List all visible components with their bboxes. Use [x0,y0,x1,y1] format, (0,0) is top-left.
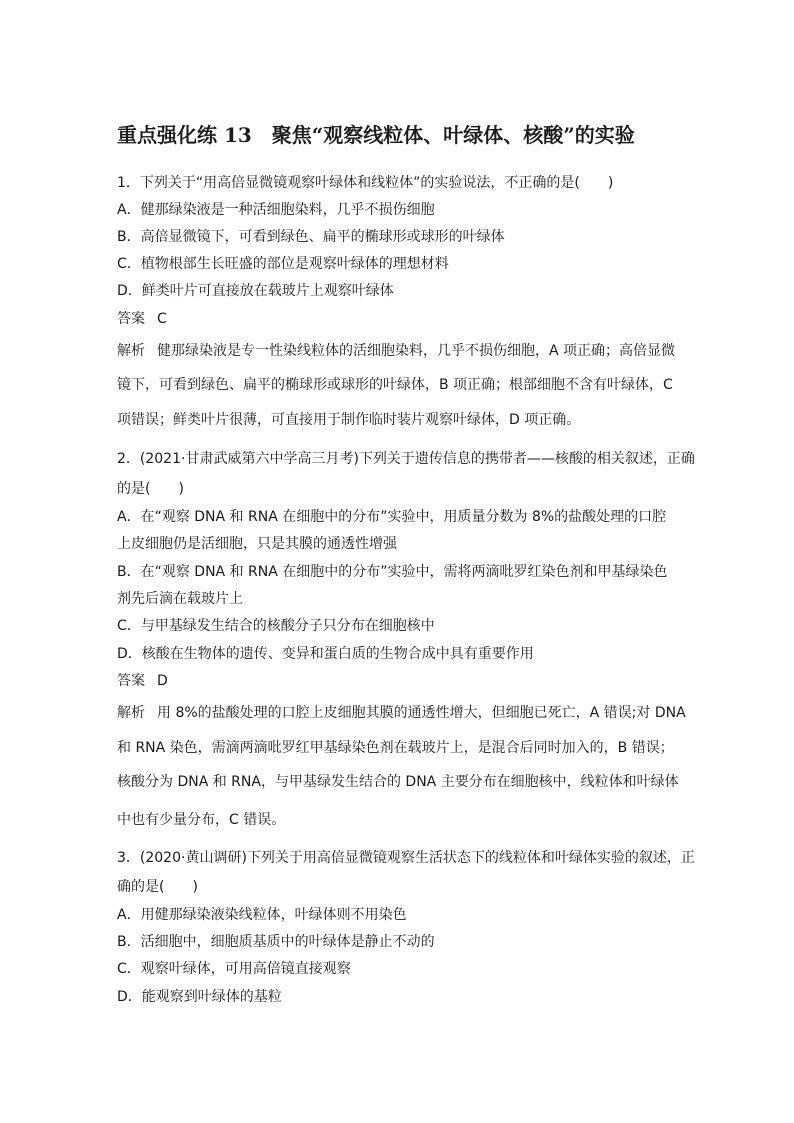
question-2-analysis-line-3: 核酸分为 DNA 和 RNA，与甲基绿发生结合的 DNA 主要分布在细胞核中，线粒体和叶绿体 [117,774,679,790]
question-3-stem-line-2: 确的是( ) [117,879,198,895]
question-2-analysis-line-2: 和 RNA 染色，需滴两滴吡罗红甲基绿染色剂在载玻片上，是混合后同时加入的，B 错误； [117,740,674,756]
answer-value: D [157,673,168,689]
question-3-stem-line-1: 3．(2020·黄山调研)下列关于用高倍显微镜观察生活状态下的线粒体和叶绿体实验的叙述，正 [117,850,695,866]
question-2-analysis-line-4: 中也有少量分布，C 错误。 [117,812,286,828]
question-2-option-c: C．与甲基绿发生结合的核酸分子只分布在细胞核中 [117,618,435,634]
question-1-stem: 1．下列关于“用高倍显微镜观察叶绿体和线粒体”的实验说法，不正确的是( ) [117,175,614,191]
question-2-stem-line-1: 2．(2021·甘肃武威第六中学高三月考)下列关于遗传信息的携带者——核酸的相关叙述，正确 [117,451,695,467]
question-1-analysis-line-3: 项错误；鲜类叶片很薄，可直接用于制作临时装片观察叶绿体，D 项正确。 [117,412,581,428]
analysis-label: 解析 [117,705,145,721]
question-1-answer [117,310,167,328]
analysis-text: 用 8%的盐酸处理的口腔上皮细胞其膜的通透性增大，但细胞已死亡，A 错误;对 DNA [157,705,686,721]
question-3-option-d: D．能观察到叶绿体的基粒 [117,989,282,1005]
question-2-option-d: D．核酸在生物体的遗传、变异和蛋白质的生物合成中具有重要作用 [117,646,534,662]
page-title: 重点强化练 13 聚焦“观察线粒体、叶绿体、核酸”的实验 [117,123,635,147]
answer-value: C [157,311,167,327]
question-2-option-a-line-1: A．在“观察 DNA 和 RNA 在细胞中的分布”实验中，用质量分数为 8%的盐酸处理的口腔 [117,509,667,525]
question-1-option-d: D．鲜类叶片可直接放在载玻片上观察叶绿体 [117,283,394,299]
question-1-analysis-line-1 [117,342,675,360]
analysis-text: 健那绿染液是专一性染线粒体的活细胞染料，几乎不损伤细胞，A 项正确；高倍显微 [157,343,676,359]
question-3-option-c: C．观察叶绿体，可用高倍镜直接观察 [117,961,351,977]
question-3-option-b: B．活细胞中，细胞质基质中的叶绿体是静止不动的 [117,934,435,950]
question-1-option-a: A．健那绿染液是一种活细胞染料，几乎不损伤细胞 [117,202,435,218]
question-1-analysis-line-2: 镜下，可看到绿色、扁平的椭球形或球形的叶绿体，B 项正确；根部细胞不含有叶绿体，C [117,377,673,393]
question-2-analysis-line-1 [117,704,686,722]
question-1-option-b: B．高倍显微镜下，可看到绿色、扁平的椭球形或球形的叶绿体 [117,229,505,245]
question-2-answer [117,672,168,690]
question-2-option-b-line-1: B．在“观察 DNA 和 RNA 在细胞中的分布”实验中，需将两滴吡罗红染色剂和甲基绿染色 [117,564,668,580]
question-2-option-a-line-2: 上皮细胞仍是活细胞，只是其膜的通透性增强 [117,536,397,552]
analysis-label: 解析 [117,343,145,359]
question-2-stem-line-2: 的是( ) [117,481,184,497]
answer-label: 答案 [117,311,145,327]
question-3-option-a: A．用健那绿染液染线粒体，叶绿体则不用染色 [117,907,407,923]
question-2-option-b-line-2: 剂先后滴在载玻片上 [117,591,243,607]
question-1-option-c: C．植物根部生长旺盛的部位是观察叶绿体的理想材料 [117,256,449,272]
answer-label: 答案 [117,673,145,689]
